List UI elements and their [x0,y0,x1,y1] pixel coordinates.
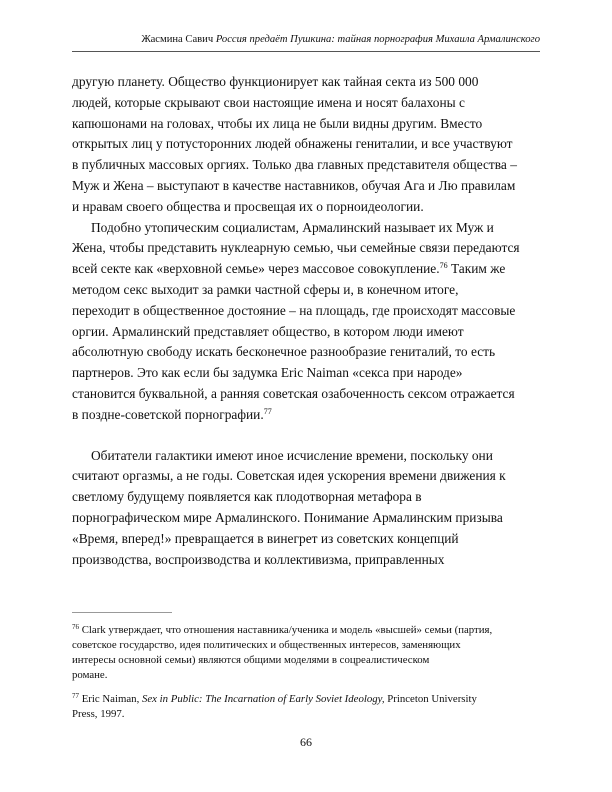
header-title: Россия предаёт Пушкина: тайная порнография Михаила Армалинского [215,34,540,45]
footnote-77 [72,692,542,722]
paragraph-3 [72,446,542,571]
paragraph-1 [72,72,542,218]
text-line-with-ref [72,259,542,280]
header-author: Жасмина Савич [141,34,214,45]
footnote-line [72,623,542,638]
text-line: Муж и Жена – выступают в качестве наставников, обучая Ага и Лю правилам [72,177,516,193]
footnote-76 [72,623,542,683]
text-line: Подобно утопическим социалистам, Армалинский называет их Муж и [91,219,494,235]
text-line: партнеров. Это как если бы задумка Eric Naiman «секса при народе» [72,365,463,381]
text-line: в публичных массовых оргиях. Только два главных представителя общества – [72,157,517,173]
text-line: открытых лиц у потусторонних людей обнажены гениталии, и все участвуют [72,136,513,152]
citation-title: Sex in Public: The Incarnation of Early Soviet Ideology, [141,693,385,705]
text-line: «Время, вперед!» превращается в винегрет из советских концепций [72,530,459,546]
running-header [72,33,540,46]
text-line: капюшонами на головах, чтобы их лица не были видны другим. Вместо [72,115,483,131]
text-line: методом секс выходит за рамки частной сферы и, в конечном итоге, [72,281,459,297]
text-line: производства, воспроизводства и коллективизма, приправленных [72,551,445,567]
text-line: порнографическом мире Армалинского. Понимание Армалинским призыва [72,509,503,525]
text-segment: всей секте как «верховной семье» через массовое совокупление. [72,261,440,277]
text-line: светлому будущему появляется как плодотворная метафора в [72,489,422,505]
footnote-number: 76 [72,623,79,631]
text-line: Жена, чтобы представить нуклеарную семью, чьи семейные связи передаются [72,240,520,256]
text-line: Обитатели галактики имеют иное исчисление времени, поскольку они [91,447,493,463]
footnote-line: романе. [72,669,108,681]
text-line-with-ref [72,405,542,426]
footnote-line: Press, 1997. [72,708,125,720]
text-segment: Таким же [447,261,506,277]
text-segment: в поздне-советской порнографии. [72,406,264,422]
footnote-number: 77 [72,692,79,700]
text-line: становится буквальной, а ранняя советская озабоченность сексом отражается [72,385,515,401]
paragraph-2 [72,218,542,426]
footnote-ref-77[interactable]: 77 [263,406,272,416]
footnote-ref-76[interactable]: 76 [439,261,448,271]
footnote-line [72,692,542,707]
page-number: 66 [300,735,312,749]
text-line: и нравам своего общества и просвещая их о порноидеологии. [72,198,424,214]
footnotes [72,623,542,731]
text-line: абсолютную свободу искать бесконечное разнообразие гениталий, то есть [72,344,496,360]
header-rule [72,51,540,52]
text-segment: Clark утверждает, что отношения наставника/ученика и модель «высшей» семьи (партия, [81,624,493,636]
citation-publisher: Princeton University [384,693,477,705]
footnote-line: советское государство, идея политических и общественных интересов, заменяющих [72,639,461,651]
text-line: другую планету. Общество функционирует как тайная секта из 500 000 [72,74,479,89]
citation-author: Eric Naiman, [81,693,142,705]
text-line: людей, которые скрывают свои настоящие имена и носят балахоны с [72,94,465,110]
footnote-line: интересы основной семьи) являются общими моделями в соцреалистическом [72,654,430,666]
text-line: переходит в общественное достояние – на площадь, где происходят массовые [72,302,516,318]
paragraph-spacer [72,426,542,446]
footnote-separator [72,612,172,613]
body-text [72,72,542,570]
text-line: оргии. Армалинский представляет общество, в котором люди имеют [72,323,464,339]
text-line: считают оргазмы, а не годы. Советская идея ускорения времени движения к [72,468,506,484]
